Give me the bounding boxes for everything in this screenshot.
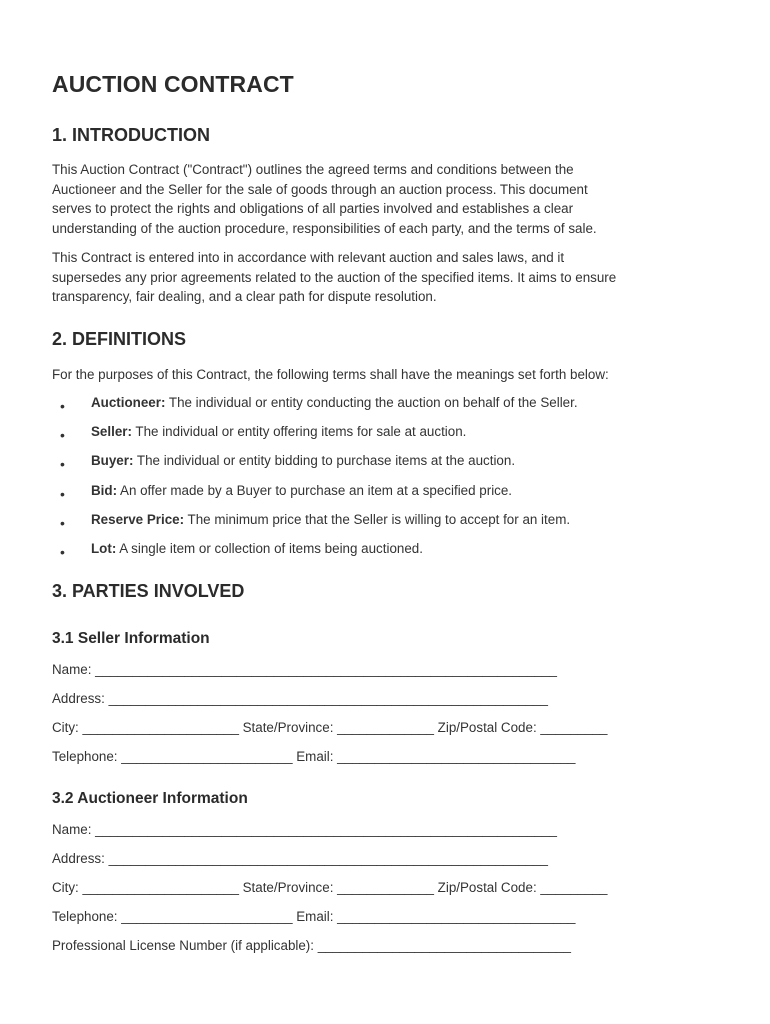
text-line: supersedes any prior agreements related to the auction of the specified items. It aims to ensure	[52, 269, 617, 285]
bullet-icon: •	[60, 485, 65, 502]
definition-item	[52, 392, 578, 421]
section-heading-definitions: 2. DEFINITIONS	[52, 329, 187, 349]
bullet-icon: •	[60, 514, 65, 531]
bullet-icon: •	[60, 543, 65, 560]
definition-text: The minimum price that the Seller is willing to accept for an item.	[184, 511, 571, 527]
seller-telephone-email-row: Telephone: _______________________ Email: ________________________________	[52, 749, 576, 764]
text-line: serves to protect the rights and obligations of all parties involved and establishes a clear	[52, 201, 574, 216]
definition-item	[52, 421, 578, 450]
auctioneer-telephone-email-row: Telephone: _______________________ Email: ________________________________	[52, 909, 576, 924]
definition-text: The individual or entity offering items for sale at auction.	[131, 424, 467, 440]
text-line: For the purposes of this Contract, the following terms shall have the meanings set forth below:	[52, 367, 609, 382]
bullet-icon: •	[60, 398, 65, 414]
subsection-heading-auctioneer: 3.2 Auctioneer Information	[52, 790, 248, 807]
document-title: AUCTION CONTRACT	[52, 71, 294, 97]
text-line: This Contract is entered into in accordance with relevant auction and sales laws, and it	[52, 250, 565, 265]
definition-text: An offer made by a Buyer to purchase an item at a specified price.	[117, 482, 513, 498]
definition-item	[52, 450, 578, 479]
definition-text: The individual or entity bidding to purchase items at the auction.	[133, 453, 516, 469]
intro-paragraph-1	[52, 160, 712, 238]
text-line: transparency, fair dealing, and a clear path for dispute resolution.	[52, 289, 437, 304]
definition-term: Seller:	[91, 424, 132, 440]
auctioneer-license-number-row: Professional License Number (if applicable): __________________________________	[52, 938, 571, 953]
definitions-list	[52, 392, 578, 567]
definition-term: Bid:	[91, 482, 118, 498]
definition-item	[52, 480, 578, 509]
seller-address-field: Address: ___________________________________________________________	[52, 691, 548, 706]
definition-text: A single item or collection of items being auctioned.	[116, 540, 423, 556]
definition-term: Reserve Price:	[91, 511, 185, 527]
text-line: This Auction Contract ("Contract") outlines the agreed terms and conditions between the	[52, 162, 574, 177]
definition-term: Lot:	[91, 540, 117, 556]
bullet-icon: •	[60, 456, 65, 473]
definition-term: Auctioneer:	[91, 395, 166, 410]
text-line: Auctioneer and the Seller for the sale of goods through an auction process. This document	[52, 181, 588, 197]
subsection-heading-seller: 3.1 Seller Information	[52, 630, 210, 647]
section-heading-parties: 3. PARTIES INVOLVED	[52, 581, 245, 601]
definition-item	[52, 509, 578, 538]
auctioneer-city-state-zip-row: City: _____________________ State/Province: _____________ Zip/Postal Code: _________	[52, 880, 608, 895]
auctioneer-address-field: Address: ___________________________________________________________	[52, 851, 548, 866]
section-heading-introduction: 1. INTRODUCTION	[52, 125, 211, 145]
text-line: understanding of the auction procedure, responsibilities of each party, and the terms of sale.	[52, 220, 597, 236]
intro-paragraph-2	[52, 248, 712, 307]
definition-term: Buyer:	[91, 453, 134, 469]
auctioneer-name-field: Name: ______________________________________________________________	[52, 822, 557, 837]
definitions-lead	[52, 365, 712, 385]
seller-name-field: Name: ______________________________________________________________	[52, 662, 557, 677]
definition-item	[52, 538, 578, 567]
bullet-icon: •	[60, 427, 65, 444]
seller-city-state-zip-row: City: _____________________ State/Province: _____________ Zip/Postal Code: _________	[52, 720, 608, 735]
definition-text: The individual or entity conducting the auction on behalf of the Seller.	[165, 395, 578, 410]
